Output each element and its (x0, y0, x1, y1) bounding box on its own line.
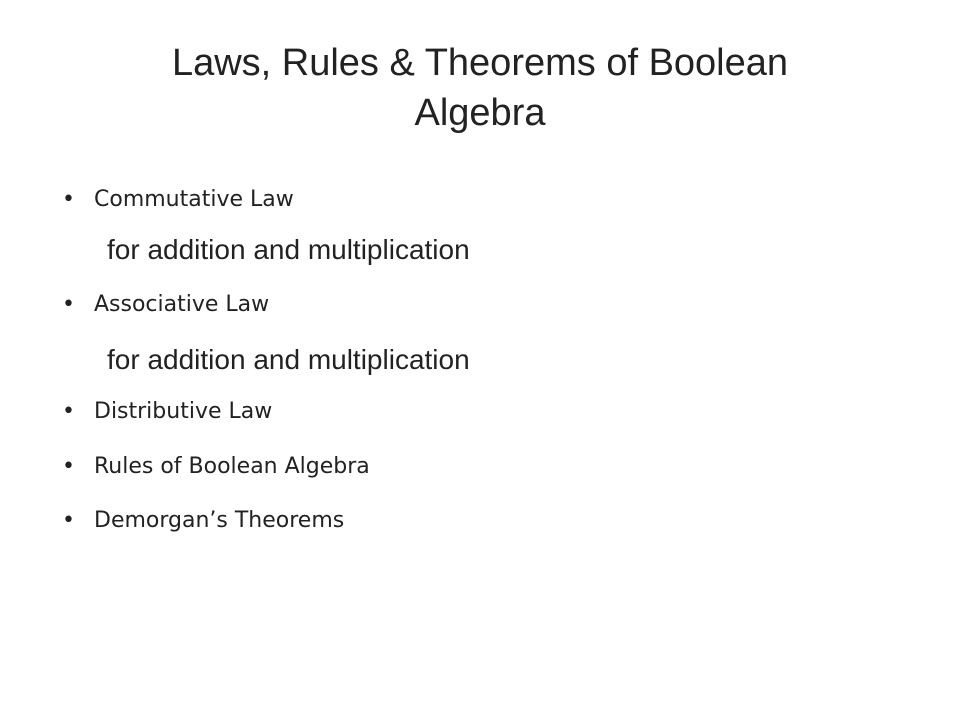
slide-title (60, 38, 900, 138)
bullet-label: Commutative Law (94, 187, 294, 212)
bullet-label: Associative Law (94, 292, 270, 317)
bullet-icon: • (62, 399, 75, 424)
bullet-label: Rules of Boolean Algebra (94, 454, 370, 479)
bullet-icon: • (62, 508, 75, 533)
slide-title-line-2: Algebra (414, 92, 546, 134)
bullet-icon: • (62, 292, 75, 317)
bullet-icon: • (62, 187, 75, 212)
bullet-detail-associative-law: for addition and multiplication (107, 344, 470, 375)
bullet-icon: • (62, 454, 75, 479)
slide-title-line-1: Laws, Rules & Theorems of Boolean (171, 42, 789, 84)
bullet-label: Distributive Law (94, 399, 273, 424)
bullet-detail-commutative-law: for addition and multiplication (107, 234, 470, 265)
bullet-label: Demorgan’s Theorems (94, 508, 345, 533)
